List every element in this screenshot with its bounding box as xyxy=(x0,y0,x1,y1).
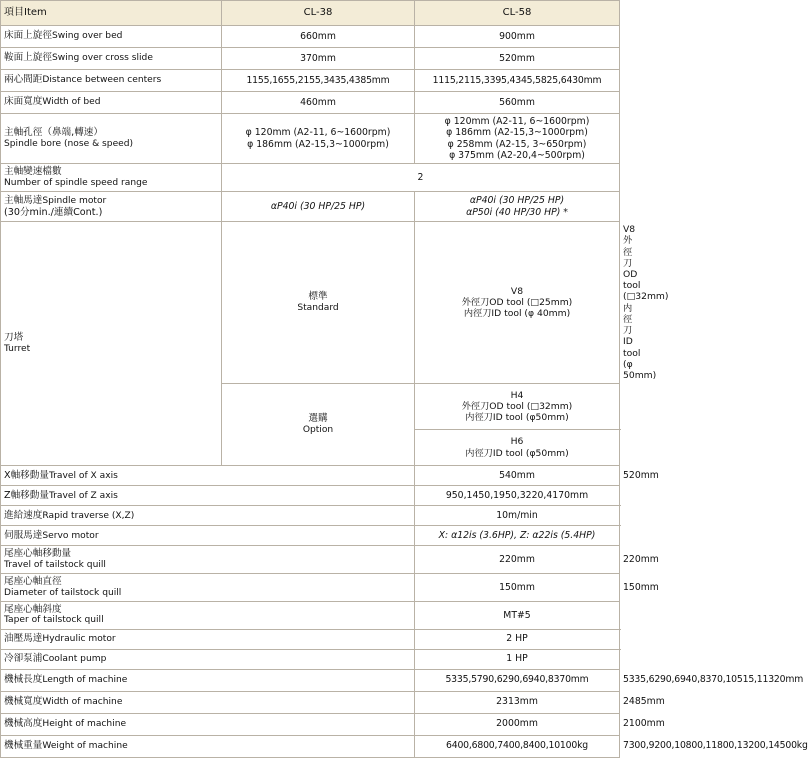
row-label: 冷卻泵浦Coolant pump xyxy=(1,649,415,669)
table-row: 機械高度Height of machine 2000mm 2100mm xyxy=(1,713,620,735)
row-value-cl58: 900mm xyxy=(415,26,620,48)
row-label-turret: 刀塔 Turret xyxy=(1,222,222,466)
table-row: X軸移動量Travel of X axis 540mm 520mm xyxy=(1,466,620,486)
row-label: 主軸馬達Spindle motor (30分min./連續Cont.) xyxy=(1,192,222,222)
row-value-cl38: 220mm xyxy=(415,546,620,574)
row-value-both: 950,1450,1950,3220,4170mm xyxy=(415,486,620,506)
row-value-cl38: 460mm xyxy=(222,92,415,114)
row-value-cl38: 540mm xyxy=(415,466,620,486)
row-label: 進給速度Rapid traverse (X,Z) xyxy=(1,506,415,526)
row-label: 鞍面上旋徑Swing over cross slide xyxy=(1,48,222,70)
row-label: 尾座心軸直徑 Diameter of tailstock quill xyxy=(1,573,415,601)
turret-standard-label: 標準 Standard xyxy=(222,222,415,384)
row-value-cl58: 520mm xyxy=(415,48,620,70)
row-value-both: MT#5 xyxy=(415,601,620,629)
row-label: 主軸變速檔數 Number of spindle speed range xyxy=(1,164,222,192)
row-label: 尾座心軸斜度 Taper of tailstock quill xyxy=(1,601,415,629)
row-value-both: 10m/min xyxy=(415,506,620,526)
row-label: 機械高度Height of machine xyxy=(1,713,415,735)
table-header-row xyxy=(1,1,620,26)
row-value-cl58: 560mm xyxy=(415,92,620,114)
row-value-both: X: α12is (3.6HP), Z: α22is (5.4HP) xyxy=(415,526,620,546)
row-value-cl38: 1155,1655,2155,3435,4385mm xyxy=(222,70,415,92)
row-value-cl38: 660mm xyxy=(222,26,415,48)
table-row: 機械重量Weight of machine 6400,6800,7400,8400,10100kg 7300,9200,10800,11800,13200,14500kg xyxy=(1,735,620,757)
row-label: 主軸孔徑（鼻端,轉速） Spindle bore (nose & speed) xyxy=(1,114,222,164)
row-value-cl38: 2000mm xyxy=(415,713,620,735)
table-header xyxy=(1,1,620,26)
table-row: 尾座心軸直徑 Diameter of tailstock quill 150mm 150mm xyxy=(1,573,620,601)
table-row xyxy=(1,526,620,546)
column-header-item: 項目Item xyxy=(1,1,222,26)
row-value-both: 1 HP xyxy=(415,649,620,669)
table-row xyxy=(1,26,620,48)
row-value-cl38: 150mm xyxy=(415,573,620,601)
column-header-model-1: CL-38 xyxy=(222,1,415,26)
row-label: 油壓馬達Hydraulic motor xyxy=(1,629,415,649)
row-value-cl58: αP40i (30 HP/25 HP) αP50i (40 HP/30 HP) * xyxy=(415,192,620,222)
row-label: 尾座心軸移動量 Travel of tailstock quill xyxy=(1,546,415,574)
row-label: 機械長度Length of machine xyxy=(1,669,415,691)
row-value-cl58: φ 120mm (A2-11, 6~1600rpm) φ 186mm (A2-15,3~1000rpm) φ 258mm (A2-15, 3~650rpm) φ 375mm (A2-20,4~500rpm) xyxy=(415,114,620,164)
turret-option-h6: H6 内徑刀ID tool (φ50mm) xyxy=(415,430,620,466)
row-value-cl38: 5335,5790,6290,6940,8370mm xyxy=(415,669,620,691)
row-label: Z軸移動量Travel of Z axis xyxy=(1,486,415,506)
table-row xyxy=(1,70,620,92)
table-row xyxy=(1,649,620,669)
table-row xyxy=(1,164,620,192)
table-row xyxy=(1,601,620,629)
row-label: 機械寬度Width of machine xyxy=(1,691,415,713)
table-row xyxy=(1,114,620,164)
turret-option-label: 選購 Option xyxy=(222,384,415,466)
row-value-cl38: 2313mm xyxy=(415,691,620,713)
table-row: 尾座心軸移動量 Travel of tailstock quill 220mm 220mm xyxy=(1,546,620,574)
table-body xyxy=(1,26,808,758)
row-value-cl38: 370mm xyxy=(222,48,415,70)
table-row xyxy=(1,629,620,649)
row-value-cl38: 6400,6800,7400,8400,10100kg xyxy=(415,735,620,757)
row-label: 兩心間距Distance between centers xyxy=(1,70,222,92)
row-label: 伺服馬達Servo motor xyxy=(1,526,415,546)
table-row xyxy=(1,486,620,506)
row-value-cl38: φ 120mm (A2-11, 6~1600rpm) φ 186mm (A2-15,3~1000rpm) xyxy=(222,114,415,164)
row-value-cl58: 1115,2115,3395,4345,5825,6430mm xyxy=(415,70,620,92)
table-row xyxy=(1,48,620,70)
turret-option-h4: H4 外徑刀OD tool (□32mm) 内徑刀ID tool (φ50mm) xyxy=(415,384,620,430)
table-row xyxy=(1,92,620,114)
table-row-turret-standard: 刀塔 Turret 標準 Standard V8 外徑刀OD tool (□25mm) 内徑刀ID tool (φ 40mm) V8 外徑刀OD tool (□32mm) 内徑刀ID tool (φ 50mm) xyxy=(1,222,620,384)
table-row xyxy=(1,192,620,222)
row-label: 床面寬度Width of bed xyxy=(1,92,222,114)
row-label: X軸移動量Travel of X axis xyxy=(1,466,415,486)
row-value-both: 2 xyxy=(222,164,620,192)
row-value-cl38: αP40i (30 HP/25 HP) xyxy=(222,192,415,222)
turret-standard-cl38: V8 外徑刀OD tool (□25mm) 内徑刀ID tool (φ 40mm) xyxy=(415,222,620,384)
table-row: 機械長度Length of machine 5335,5790,6290,6940,8370mm 5335,6290,6940,8370,10515,11320mm xyxy=(1,669,620,691)
row-value-both: 2 HP xyxy=(415,629,620,649)
column-header-model-2: CL-58 xyxy=(415,1,620,26)
table-row: 機械寬度Width of machine 2313mm 2485mm xyxy=(1,691,620,713)
table-row xyxy=(1,506,620,526)
row-label: 床面上旋徑Swing over bed xyxy=(1,26,222,48)
row-label: 機械重量Weight of machine xyxy=(1,735,415,757)
